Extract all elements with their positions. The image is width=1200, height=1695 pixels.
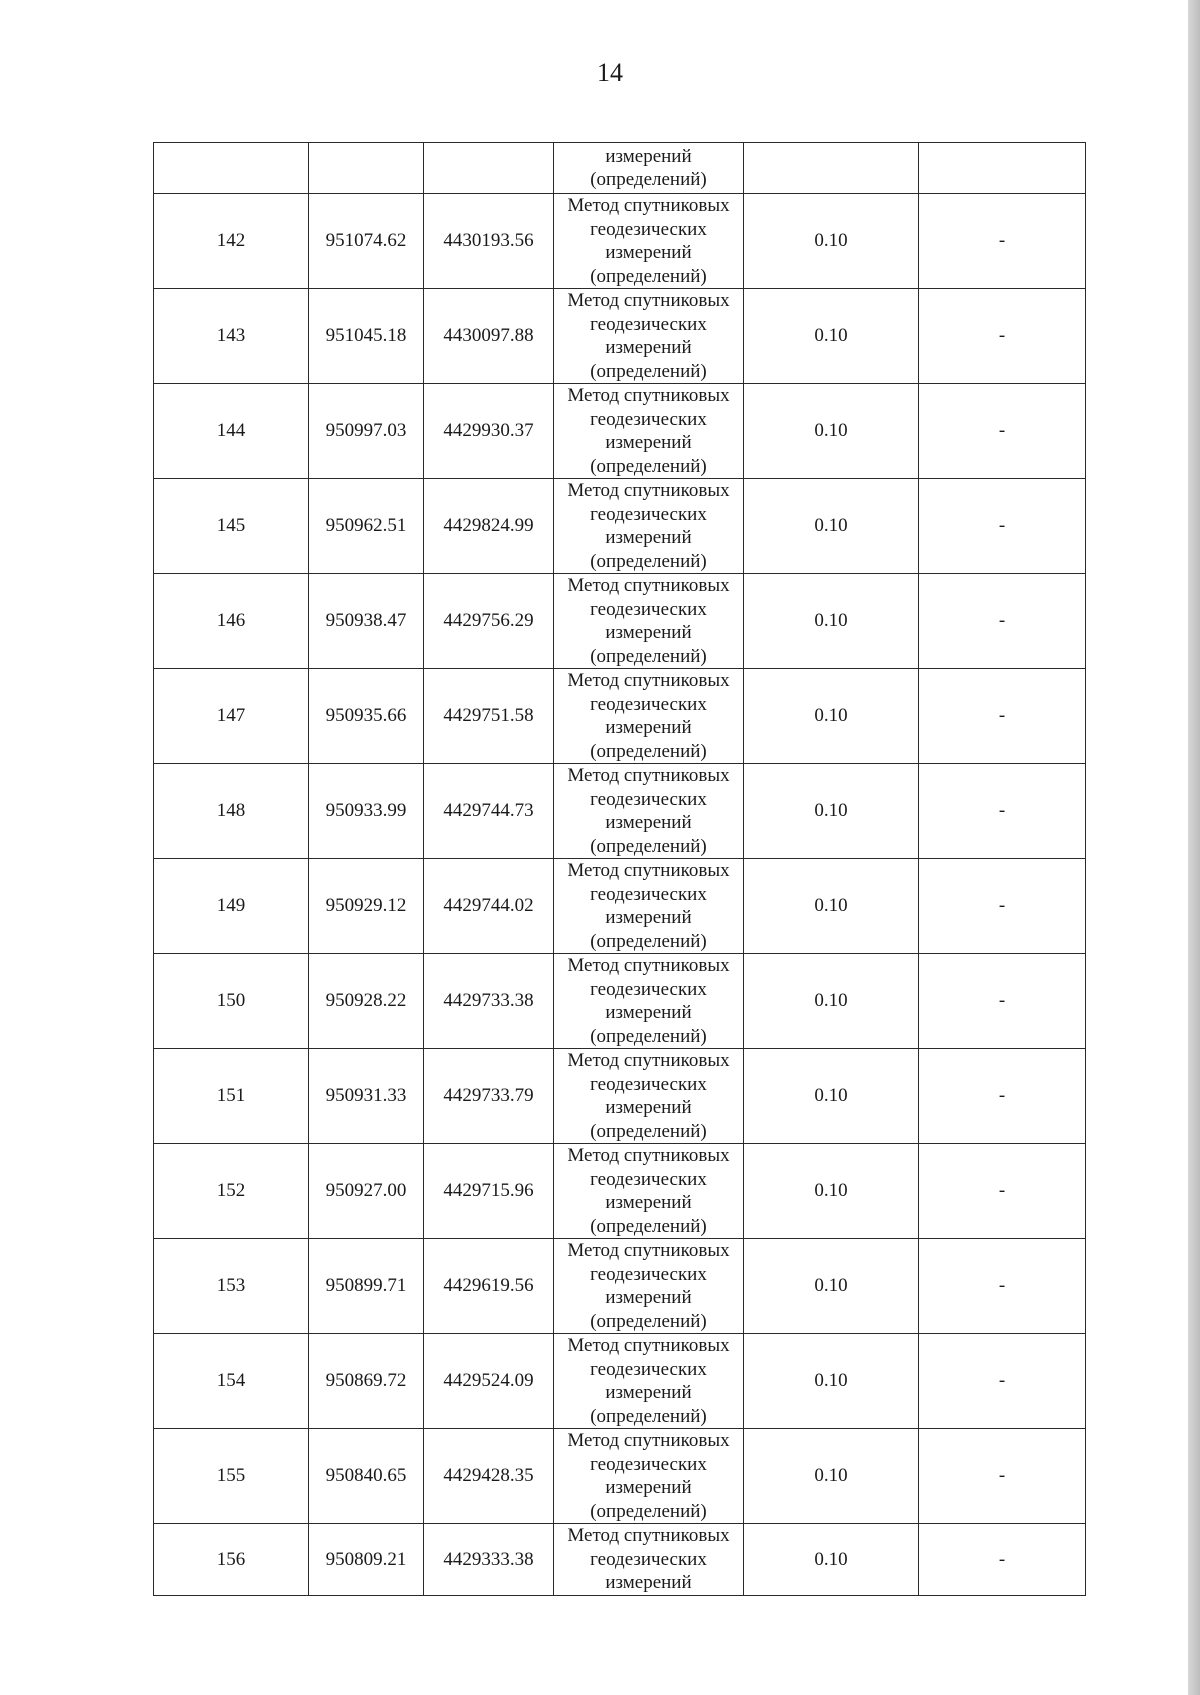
cell-note: -	[919, 1049, 1086, 1144]
coordinates-table	[153, 142, 1086, 1596]
table-row-continuation	[154, 143, 1086, 194]
cell-number: 156	[154, 1524, 309, 1596]
cell-x: 950809.21	[309, 1524, 424, 1596]
cell-x: 950931.33	[309, 1049, 424, 1144]
cell-number: 150	[154, 954, 309, 1049]
cell-number: 147	[154, 669, 309, 764]
method-line: измерений	[605, 1097, 692, 1118]
method-line: геодезических	[590, 883, 707, 905]
method-line: (определений)	[590, 550, 707, 572]
cell-number: 155	[154, 1429, 309, 1524]
cell-y: 4429524.09	[424, 1334, 554, 1429]
method-line: измерений	[605, 1002, 692, 1023]
method-line: геодезических	[590, 1548, 707, 1570]
cell-accuracy: 0.10	[744, 669, 919, 764]
page-edge-shadow	[1188, 0, 1200, 1695]
table-row	[154, 1049, 1086, 1144]
cell-accuracy: 0.10	[744, 194, 919, 289]
cell-x: 950935.66	[309, 669, 424, 764]
cell-number: 148	[154, 764, 309, 859]
method-line: Метод спутниковых	[567, 1525, 730, 1547]
method-line: Метод спутниковых	[567, 385, 730, 406]
table-row	[154, 194, 1086, 289]
method-line: (определений)	[590, 1310, 707, 1332]
cell-x	[309, 143, 424, 194]
cell-note: -	[919, 764, 1086, 859]
cell-note: -	[919, 1144, 1086, 1239]
cell-method	[554, 479, 744, 574]
method-line: геодезических	[590, 788, 707, 810]
cell-method	[554, 194, 744, 289]
table-row	[154, 954, 1086, 1049]
cell-note: -	[919, 194, 1086, 289]
method-line: измерений	[605, 337, 692, 358]
table-row	[154, 384, 1086, 479]
cell-method	[554, 764, 744, 859]
cell-accuracy: 0.10	[744, 1334, 919, 1429]
method-line: (определений)	[590, 835, 707, 857]
method-line: геодезических	[590, 693, 707, 715]
cell-method	[554, 1429, 744, 1524]
cell-method	[554, 143, 744, 194]
cell-accuracy	[744, 143, 919, 194]
cell-note: -	[919, 1524, 1086, 1596]
cell-x: 950927.00	[309, 1144, 424, 1239]
method-line: измерений	[605, 145, 692, 167]
cell-x: 950929.12	[309, 859, 424, 954]
cell-note	[919, 143, 1086, 194]
cell-accuracy: 0.10	[744, 289, 919, 384]
cell-note: -	[919, 954, 1086, 1049]
method-line: геодезических	[590, 978, 707, 1000]
cell-note: -	[919, 289, 1086, 384]
method-line: Метод спутниковых	[567, 670, 730, 691]
method-line: измерений	[605, 812, 692, 833]
table-row	[154, 1334, 1086, 1429]
cell-x: 950933.99	[309, 764, 424, 859]
cell-note: -	[919, 384, 1086, 479]
cell-y: 4429824.99	[424, 479, 554, 574]
cell-method	[554, 1239, 744, 1334]
method-line: (определений)	[590, 1405, 707, 1427]
method-line: геодезических	[590, 1358, 707, 1380]
method-line: (определений)	[590, 740, 707, 762]
cell-accuracy: 0.10	[744, 479, 919, 574]
method-line: геодезических	[590, 1073, 707, 1095]
cell-number: 154	[154, 1334, 309, 1429]
cell-x: 950899.71	[309, 1239, 424, 1334]
cell-note: -	[919, 859, 1086, 954]
cell-accuracy: 0.10	[744, 1239, 919, 1334]
cell-method	[554, 1334, 744, 1429]
table-row	[154, 1239, 1086, 1334]
method-line: Метод спутниковых	[567, 955, 730, 976]
cell-number: 142	[154, 194, 309, 289]
cell-number: 153	[154, 1239, 309, 1334]
method-line: измерений	[605, 1287, 692, 1308]
cell-x: 950938.47	[309, 574, 424, 669]
cell-x: 950840.65	[309, 1429, 424, 1524]
cell-method	[554, 1144, 744, 1239]
cell-accuracy: 0.10	[744, 574, 919, 669]
cell-number: 146	[154, 574, 309, 669]
cell-method	[554, 289, 744, 384]
method-line: (определений)	[590, 930, 707, 952]
method-line: Метод спутниковых	[567, 1145, 730, 1166]
cell-y: 4429428.35	[424, 1429, 554, 1524]
cell-note: -	[919, 479, 1086, 574]
method-line: Метод спутниковых	[567, 290, 730, 311]
cell-y: 4429930.37	[424, 384, 554, 479]
method-line: измерений	[605, 1382, 692, 1403]
cell-method	[554, 384, 744, 479]
table-row	[154, 669, 1086, 764]
cell-x: 950928.22	[309, 954, 424, 1049]
cell-method	[554, 669, 744, 764]
cell-y	[424, 143, 554, 194]
method-line: измерений	[605, 907, 692, 928]
cell-method	[554, 1524, 744, 1596]
cell-y: 4429744.73	[424, 764, 554, 859]
method-line: Метод спутниковых	[567, 480, 730, 501]
method-line: Метод спутниковых	[567, 860, 730, 881]
method-line: геодезических	[590, 1263, 707, 1285]
cell-method	[554, 1049, 744, 1144]
cell-x: 951045.18	[309, 289, 424, 384]
cell-method	[554, 574, 744, 669]
cell-y: 4429715.96	[424, 1144, 554, 1239]
cell-number: 145	[154, 479, 309, 574]
cell-accuracy: 0.10	[744, 1524, 919, 1596]
method-line: измерений	[605, 527, 692, 548]
cell-x: 951074.62	[309, 194, 424, 289]
cell-accuracy: 0.10	[744, 384, 919, 479]
cell-number	[154, 143, 309, 194]
cell-note: -	[919, 1239, 1086, 1334]
cell-note: -	[919, 574, 1086, 669]
cell-accuracy: 0.10	[744, 1429, 919, 1524]
cell-y: 4430097.88	[424, 289, 554, 384]
method-line: геодезических	[590, 1168, 707, 1190]
cell-accuracy: 0.10	[744, 954, 919, 1049]
method-line: Метод спутниковых	[567, 1430, 730, 1451]
cell-note: -	[919, 669, 1086, 764]
method-line: измерений	[605, 1192, 692, 1213]
cell-number: 151	[154, 1049, 309, 1144]
table-row	[154, 1144, 1086, 1239]
table-row	[154, 1524, 1086, 1596]
cell-number: 152	[154, 1144, 309, 1239]
cell-y: 4429619.56	[424, 1239, 554, 1334]
page-number: 14	[597, 58, 623, 87]
method-line: Метод спутниковых	[567, 195, 730, 216]
cell-method	[554, 859, 744, 954]
cell-y: 4429733.38	[424, 954, 554, 1049]
method-line: Метод спутниковых	[567, 575, 730, 596]
table-row	[154, 479, 1086, 574]
table-body	[154, 143, 1086, 1596]
method-line: измерений	[605, 622, 692, 643]
cell-y: 4430193.56	[424, 194, 554, 289]
method-line: измерений	[605, 432, 692, 453]
cell-y: 4429733.79	[424, 1049, 554, 1144]
method-line: измерений	[605, 717, 692, 738]
method-line: измерений	[605, 242, 692, 263]
cell-note: -	[919, 1334, 1086, 1429]
method-line: (определений)	[590, 1025, 707, 1047]
table-row	[154, 289, 1086, 384]
table-row	[154, 859, 1086, 954]
cell-accuracy: 0.10	[744, 1049, 919, 1144]
method-line: Метод спутниковых	[567, 1050, 730, 1071]
method-line: геодезических	[590, 1453, 707, 1475]
cell-number: 143	[154, 289, 309, 384]
table-row	[154, 764, 1086, 859]
cell-accuracy: 0.10	[744, 1144, 919, 1239]
method-line: геодезических	[590, 503, 707, 525]
cell-accuracy: 0.10	[744, 859, 919, 954]
table-row	[154, 574, 1086, 669]
cell-number: 144	[154, 384, 309, 479]
method-line: геодезических	[590, 313, 707, 335]
method-line: (определений)	[590, 265, 707, 287]
method-line: (определений)	[590, 1215, 707, 1237]
method-line: геодезических	[590, 218, 707, 240]
cell-accuracy: 0.10	[744, 764, 919, 859]
method-line: Метод спутниковых	[567, 765, 730, 786]
method-line: (определений)	[590, 645, 707, 667]
method-line: Метод спутниковых	[567, 1240, 730, 1261]
method-line: (определений)	[590, 169, 707, 190]
cell-x: 950962.51	[309, 479, 424, 574]
cell-method	[554, 954, 744, 1049]
table-row	[154, 1429, 1086, 1524]
cell-y: 4429756.29	[424, 574, 554, 669]
method-line: геодезических	[590, 408, 707, 430]
method-line: (определений)	[590, 455, 707, 477]
cell-x: 950997.03	[309, 384, 424, 479]
method-line: (определений)	[590, 1500, 707, 1522]
method-line: измерений	[605, 1477, 692, 1498]
method-line: измерений	[605, 1572, 692, 1594]
cell-y: 4429751.58	[424, 669, 554, 764]
method-line: геодезических	[590, 598, 707, 620]
cell-x: 950869.72	[309, 1334, 424, 1429]
method-line: (определений)	[590, 360, 707, 382]
method-line: Метод спутниковых	[567, 1335, 730, 1356]
cell-y: 4429333.38	[424, 1524, 554, 1596]
cell-number: 149	[154, 859, 309, 954]
method-line: (определений)	[590, 1120, 707, 1142]
cell-note: -	[919, 1429, 1086, 1524]
cell-y: 4429744.02	[424, 859, 554, 954]
